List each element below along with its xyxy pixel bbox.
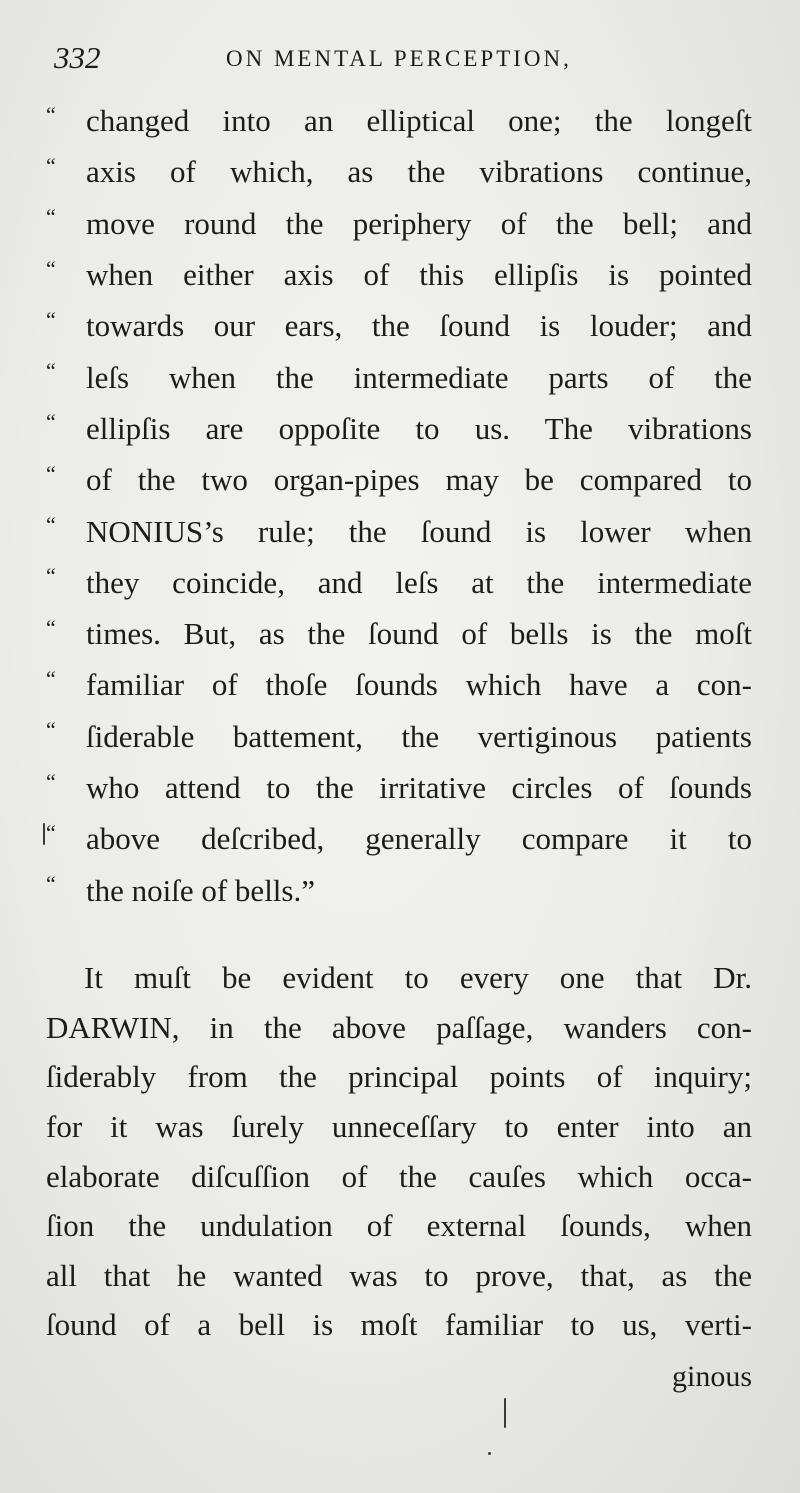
quote-mark: “ bbox=[46, 460, 56, 486]
quote-mark: “ bbox=[46, 512, 56, 538]
catchword: ginous bbox=[671, 1360, 752, 1393]
paragraph-line-text: DARWIN, in the above paſſage, wanders con- bbox=[46, 1009, 752, 1045]
paragraph-line bbox=[46, 1151, 752, 1201]
quote-mark: “ bbox=[46, 204, 56, 230]
quoted-line-text: who attend to the irritative circles of ſounds bbox=[86, 770, 752, 805]
quoted-line bbox=[46, 146, 752, 197]
quote-mark: “ bbox=[46, 717, 56, 743]
quoted-line-text: they coincide, and leſs at the intermediate bbox=[86, 564, 752, 600]
paragraph-line bbox=[46, 1102, 752, 1152]
quoted-line bbox=[46, 249, 752, 300]
quoted-line-text: towards our ears, the ſound is louder; and bbox=[86, 308, 752, 344]
quote-mark: “ bbox=[46, 358, 56, 384]
quote-mark: “ bbox=[46, 306, 56, 332]
quote-mark: “ bbox=[46, 768, 56, 794]
quote-mark: “ bbox=[46, 152, 56, 178]
quoted-line bbox=[46, 659, 752, 710]
paragraph-line bbox=[46, 1300, 752, 1350]
quote-mark: “ bbox=[46, 871, 56, 897]
paragraph-line-text: It muſt be evident to every one that Dr. bbox=[84, 960, 752, 996]
paragraph-line bbox=[46, 1251, 752, 1301]
paragraph-line bbox=[46, 1052, 752, 1102]
quoted-line bbox=[46, 300, 752, 351]
quote-mark: “ bbox=[46, 819, 56, 845]
quote-mark: “ bbox=[46, 409, 56, 435]
quote-mark: “ bbox=[46, 614, 56, 640]
ink-speck bbox=[488, 1452, 491, 1455]
quoted-line-text: NONIUS’s rule; the ſound is lower when bbox=[86, 513, 752, 549]
paragraph-line bbox=[46, 1201, 752, 1251]
quoted-line bbox=[46, 608, 752, 659]
quoted-line bbox=[46, 557, 752, 608]
body-paragraph bbox=[46, 953, 752, 1350]
quoted-line-text: axis of which, as the vibrations continue, bbox=[86, 154, 752, 190]
quote-mark: “ bbox=[46, 665, 56, 691]
paragraph-line-text: ſiderably from the principal points of inquiry; bbox=[46, 1059, 752, 1095]
paragraph-line-text: ſion the undulation of external ſounds, when bbox=[46, 1208, 752, 1244]
running-head: ON MENTAL PERCEPTION, bbox=[226, 46, 572, 71]
quote-mark: “ bbox=[46, 101, 56, 127]
quoted-line bbox=[46, 505, 752, 556]
page-number: 332 bbox=[54, 40, 101, 75]
paragraph-line bbox=[46, 1003, 752, 1053]
quoted-line-text: ellipſis are oppoſite to us. The vibrations bbox=[86, 410, 752, 446]
quoted-line bbox=[46, 198, 752, 249]
quoted-line-text: changed into an elliptical one; the longeſt bbox=[86, 103, 752, 139]
ink-speck bbox=[504, 1398, 506, 1428]
quoted-line-text: times. But, as the ſound of bells is the moſt bbox=[86, 616, 752, 652]
quoted-line bbox=[46, 813, 752, 864]
quoted-line-text: of the two organ-pipes may be compared to bbox=[86, 462, 752, 498]
quoted-line bbox=[46, 762, 752, 813]
quote-mark: “ bbox=[46, 563, 56, 589]
quoted-line-text: move round the periphery of the bell; and bbox=[86, 205, 752, 241]
quoted-line-text: ſiderable battement, the vertiginous patients bbox=[86, 718, 752, 754]
quote-mark: “ bbox=[46, 255, 56, 281]
quoted-line-text: leſs when the intermediate parts of the bbox=[86, 359, 752, 395]
quoted-line-text: the noiſe of bells.” bbox=[86, 872, 315, 908]
paragraph-line-text: ſound of a bell is moſt familiar to us, verti- bbox=[46, 1307, 752, 1343]
quoted-line bbox=[46, 403, 752, 454]
quoted-line-text: familiar of thoſe ſounds which have a con- bbox=[86, 667, 752, 703]
page-header bbox=[48, 38, 758, 88]
quoted-passage bbox=[46, 95, 752, 916]
paragraph-line-text: all that he wanted was to prove, that, as the bbox=[46, 1257, 752, 1293]
ink-speck bbox=[43, 823, 45, 845]
quoted-line bbox=[46, 864, 752, 915]
quoted-line bbox=[46, 351, 752, 402]
quoted-line-text: when either axis of this ellipſis is pointed bbox=[86, 257, 752, 293]
quoted-line bbox=[46, 454, 752, 505]
quoted-line-text: above deſcribed, generally compare it to bbox=[86, 821, 752, 857]
paragraph-line bbox=[46, 953, 752, 1003]
quoted-line bbox=[46, 711, 752, 762]
paragraph-line-text: for it was ſurely unneceſſary to enter into an bbox=[46, 1109, 752, 1145]
paragraph-line-text: elaborate diſcuſſion of the cauſes which occa- bbox=[46, 1158, 752, 1194]
quoted-line bbox=[46, 95, 752, 146]
